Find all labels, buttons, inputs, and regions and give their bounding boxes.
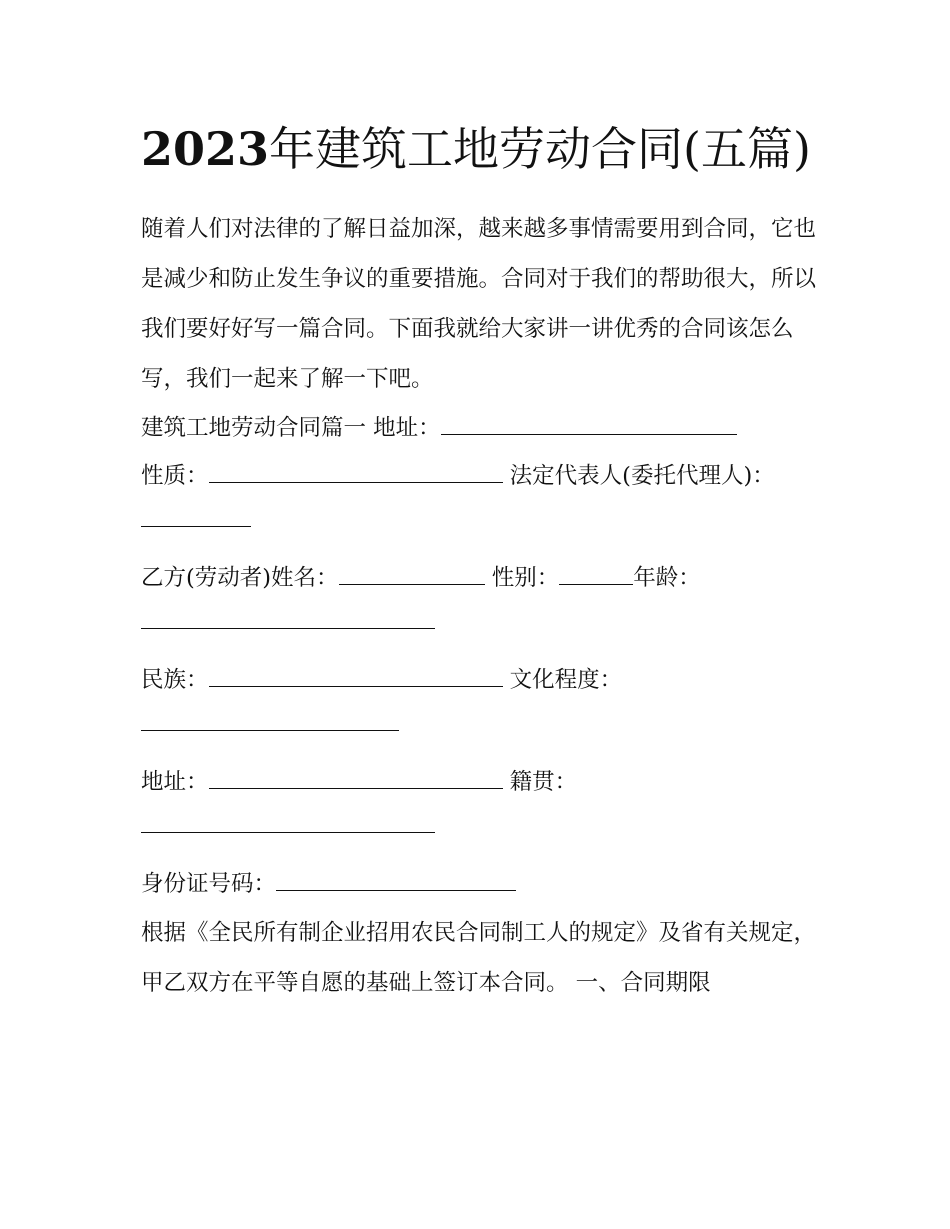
ethnicity-label: 民族： (141, 667, 209, 693)
document-title (141, 112, 821, 186)
ethnicity-blank (209, 668, 503, 687)
form-line-address (141, 406, 821, 450)
legal-rep-label: 法定代表人(委托代理人)： (509, 463, 775, 489)
gender-blank (559, 566, 633, 585)
address-blank (441, 416, 737, 435)
id-blank (276, 872, 516, 891)
nature-blank (209, 464, 503, 483)
age-blank (141, 610, 435, 629)
gender-label: 性别： (491, 565, 560, 591)
form-line-id (141, 862, 821, 906)
id-label: 身份证号码： (141, 871, 277, 897)
home-address-label: 地址： (141, 769, 209, 795)
native-place-blank (141, 814, 435, 833)
worker-name-blank (339, 566, 485, 585)
worker-name-label: 乙方(劳动者)姓名： (141, 565, 339, 591)
education-blank (141, 712, 399, 731)
form-line-worker (141, 556, 821, 644)
native-place-label: 籍贯： (509, 769, 578, 795)
home-address-blank (209, 770, 503, 789)
title-year: 2023 (141, 122, 270, 176)
address-label: 地址： (373, 415, 441, 441)
form-line-ethnicity (141, 658, 821, 746)
body-paragraph: 根据《全民所有制企业招用农民合同制工人的规定》及省有关规定，甲乙双方在平等自愿的基础上签订本合同。 一、合同期限 (141, 920, 817, 996)
age-label: 年龄： (633, 565, 701, 591)
form-line-home-address (141, 760, 821, 848)
legal-rep-blank (141, 508, 251, 527)
nature-label: 性质： (141, 463, 209, 489)
education-label: 文化程度： (509, 667, 623, 693)
section-heading: 建筑工地劳动合同篇一 (141, 415, 367, 441)
document-page (141, 112, 821, 1008)
intro-paragraph: 随着人们对法律的了解日益加深，越来越多事情需要用到合同，它也是减少和防止发生争议的重要措施。合同对于我们的帮助很大，所以我们要好好写一篇合同。下面我就给大家讲一讲优秀的合同该怎么写，我们一起来了解一下吧。 (141, 216, 817, 392)
title-text: 年建筑工地劳动合同(五篇) (269, 122, 811, 176)
form-line-nature (141, 454, 821, 542)
